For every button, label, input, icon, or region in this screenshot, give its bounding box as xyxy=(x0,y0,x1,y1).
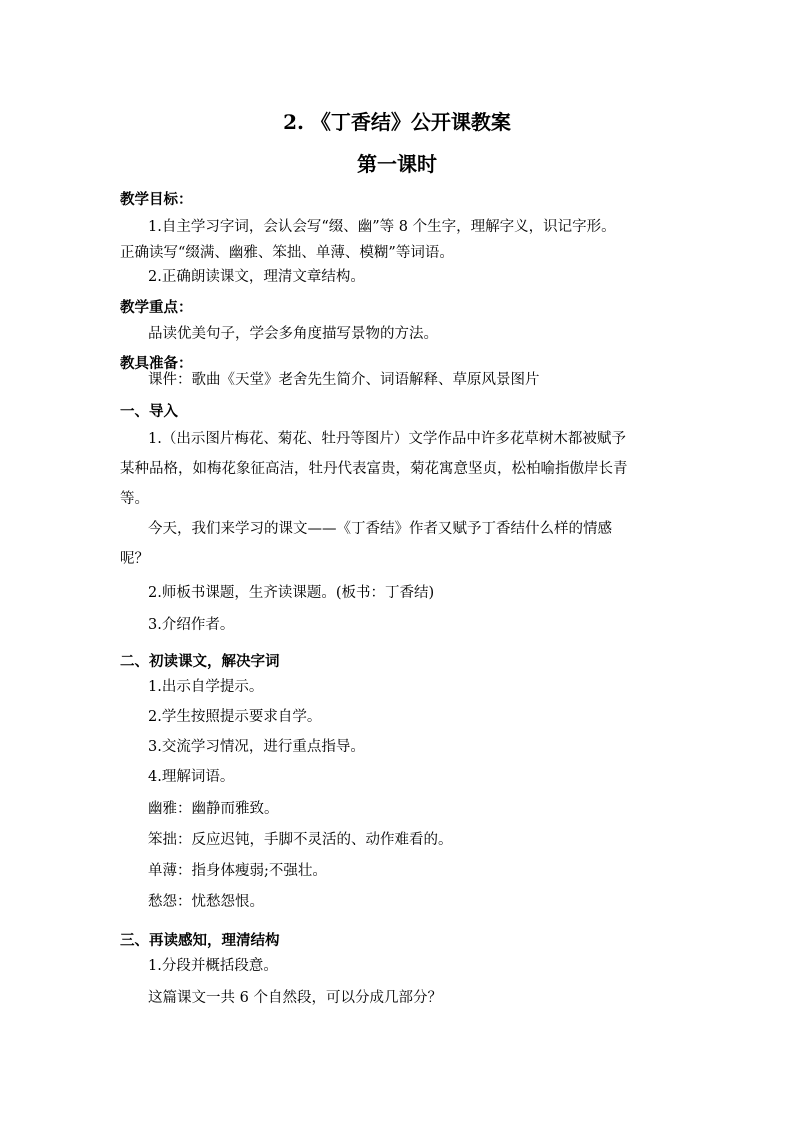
s2-item1: 1.出示自学提示。 xyxy=(148,679,264,695)
section-1-heading: 一、导入 xyxy=(120,403,178,420)
document-title: 2. 《丁香结》公开课教案 xyxy=(283,110,511,134)
s2-item4: 4.理解词语。 xyxy=(148,769,235,785)
s1-today-line1: 今天，我们来学习的课文——《丁香结》作者又赋予丁香结什么样的情感 xyxy=(148,521,612,537)
objectives-heading: 教学目标： xyxy=(120,191,193,208)
section-2-heading: 二、初读课文，解决字词 xyxy=(120,653,280,670)
objective-2: 2.正确朗读课文，理清文章结构。 xyxy=(148,269,365,285)
objective-1-line1: 1.自主学习字词，会认会写“缀、幽”等 8 个生字，理解字义，识记字形。 xyxy=(148,219,616,235)
s2-item3: 3.交流学习情况，进行重点指导。 xyxy=(148,739,365,755)
s1-item1-line3: 等。 xyxy=(120,491,149,507)
objective-1-line2: 正确读写“缀满、幽雅、笨拙、单薄、模糊”等词语。 xyxy=(120,245,454,261)
s2-word-3: 单薄：指身体瘦弱;不强壮。 xyxy=(148,863,327,879)
s2-word-4: 愁怨：忧愁怨恨。 xyxy=(148,894,264,910)
materials-text: 课件：歌曲《天堂》老舍先生简介、词语解释、草原风景图片 xyxy=(148,372,540,388)
s1-item1-line1: 1.（出示图片梅花、菊花、牡丹等图片）文学作品中许多花草树木都被赋予 xyxy=(148,431,626,447)
s1-item1-line2: 某种品格，如梅花象征高洁，牡丹代表富贵，菊花寓意坚贞，松柏喻指傲岸长青 xyxy=(120,461,628,477)
s2-word-2: 笨拙：反应迟钝，手脚不灵活的、动作难看的。 xyxy=(148,832,453,848)
s1-item3: 3.介绍作者。 xyxy=(148,617,235,633)
section-3-heading: 三、再读感知，理清结构 xyxy=(120,932,280,949)
document-subtitle: 第一课时 xyxy=(357,152,437,176)
s2-word-1: 幽雅：幽静而雅致。 xyxy=(148,801,279,817)
s1-today-line2: 呢？ xyxy=(120,551,149,567)
materials-heading: 教具准备： xyxy=(120,355,193,372)
s1-item2: 2.师板书课题，生齐读课题。(板书：丁香结) xyxy=(148,585,435,601)
s2-item2: 2.学生按照提示要求自学。 xyxy=(148,709,322,725)
key-points-heading: 教学重点： xyxy=(120,299,193,316)
key-points-text: 品读优美句子，学会多角度描写景物的方法。 xyxy=(148,326,438,342)
s3-question: 这篇课文一共 6 个自然段，可以分成几部分？ xyxy=(148,990,442,1006)
s3-item1: 1.分段并概括段意。 xyxy=(148,958,278,974)
